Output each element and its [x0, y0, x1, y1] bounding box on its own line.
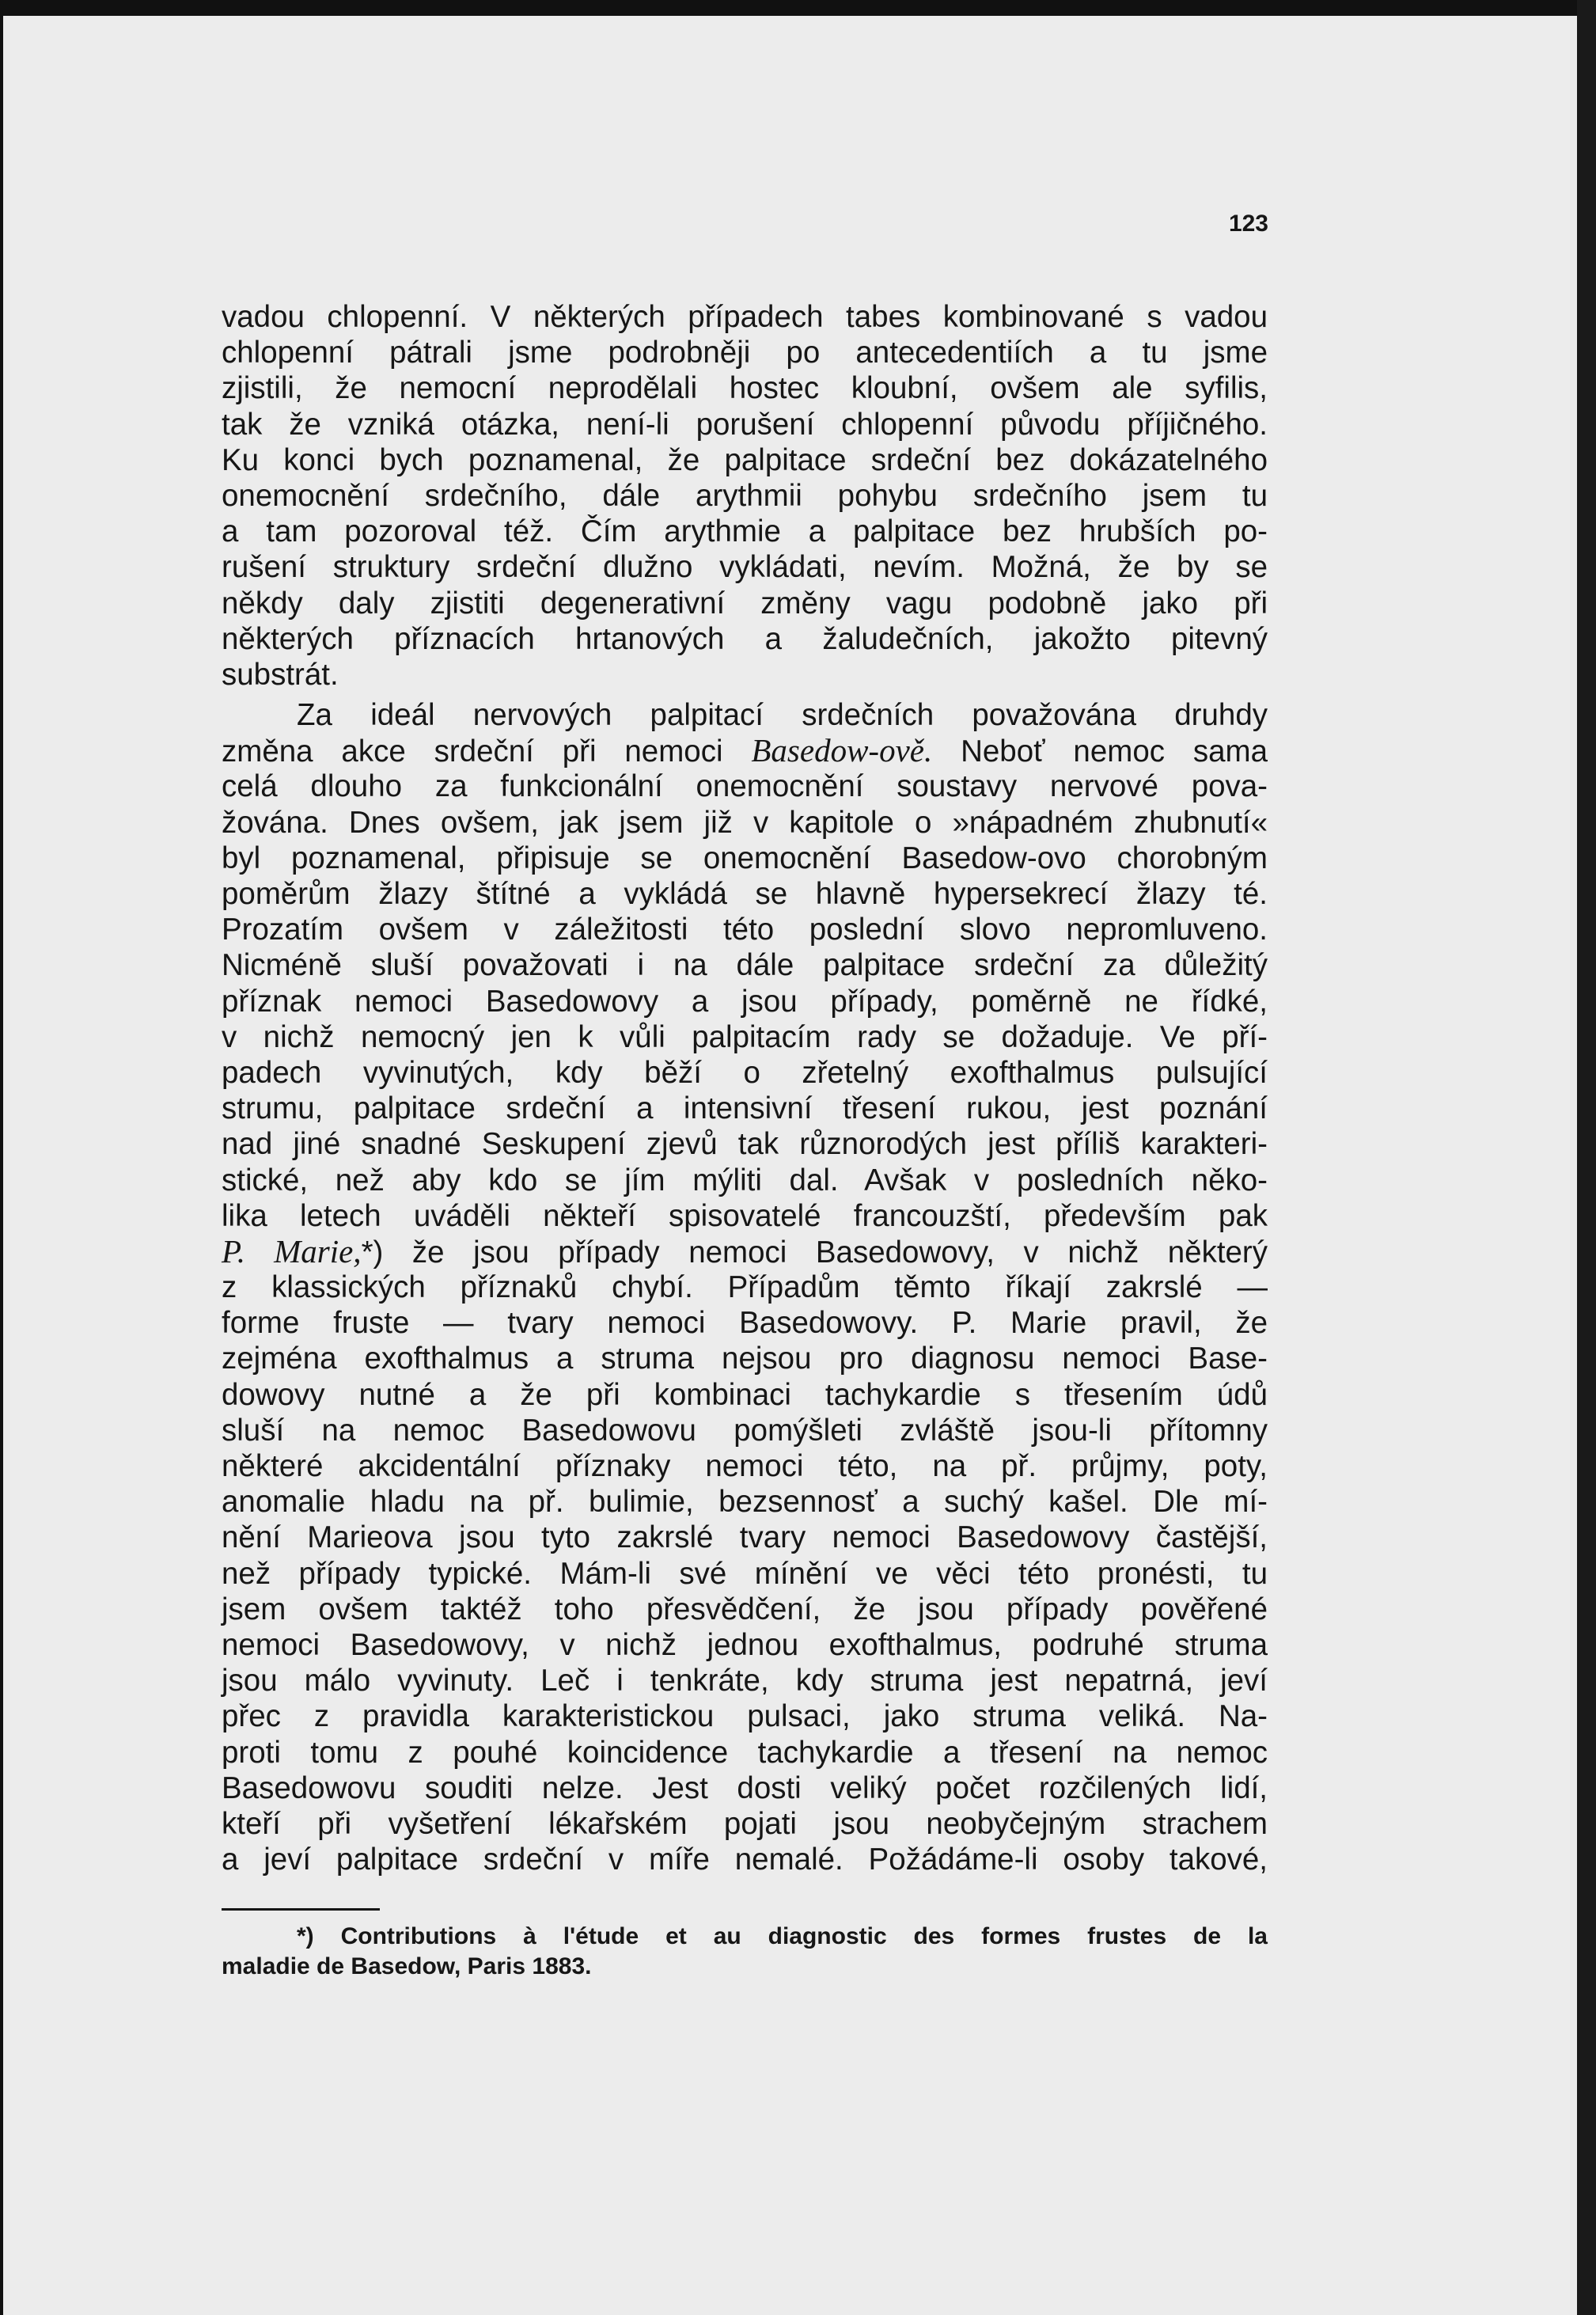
text-line: zejména exofthalmus a struma nejsou pro diagnosu nemoci Base- — [222, 1342, 1268, 1376]
text-line: žována. Dnes ovšem, jak jsem již v kapitole o »nápadném zhubnutí« — [222, 805, 1268, 840]
text-line: příznak nemoci Basedowovy a jsou případy, poměrně ne řídké, — [222, 984, 1268, 1019]
text-line: celá dlouho za funkcionální onemocnění soustavy nervové pova- — [222, 769, 1268, 804]
text-line-mixed — [222, 1234, 1268, 1269]
text-line: nění Marieova jsou tyto zakrslé tvary nemoci Basedowovy častější, — [222, 1520, 1268, 1555]
text-line: vadou chlopenní. V některých případech tabes kombinované s vadou — [222, 300, 1268, 334]
italic-name: Basedow-ově. — [751, 732, 933, 769]
text-line: než případy typické. Mám-li své mínění ve věci této pronésti, tu — [222, 1556, 1268, 1591]
text-line: nemoci Basedowovy, v nichž jednou exofthalmus, podruhé struma — [222, 1627, 1268, 1662]
footnote-line: maladie de Basedow, Paris 1883. — [222, 1953, 592, 1979]
text-line: Za ideál nervových palpitací srdečních považována druhdy — [297, 698, 1268, 733]
text-run: *) že jsou případy nemoci Basedowovy, v nichž některý — [361, 1235, 1268, 1269]
body-text — [222, 299, 1268, 1877]
text-line: substrát. — [222, 657, 339, 692]
text-line: strumu, palpitace srdeční a intensivní třesení rukou, jest poznání — [222, 1091, 1268, 1126]
scan-border — [1577, 0, 1596, 2315]
footnote-divider — [222, 1908, 380, 1911]
text-line: některých příznacích hrtanových a žaludečních, jakožto pitevný — [222, 621, 1268, 656]
text-line: kteří při vyšetření lékařském pojati jsou neobyčejným strachem — [222, 1806, 1268, 1841]
text-line: Basedowovu souditi nelze. Jest dosti veliký počet rozčilených lidí, — [222, 1770, 1268, 1805]
page-number: 123 — [1228, 211, 1268, 237]
text-run: Neboť nemoc sama — [932, 734, 1268, 769]
text-line: proti tomu z pouhé koincidence tachykardie a třesení na nemoc — [222, 1735, 1268, 1770]
text-line: v nichž nemocný jen k vůli palpitacím rady se dožaduje. Ve pří- — [222, 1019, 1268, 1054]
footnote-line: *) Contributions à l'étude et au diagnostic des formes frustes de la — [297, 1923, 1268, 1949]
text-line: onemocnění srdečního, dále arythmii pohybu srdečního jsem tu — [222, 478, 1268, 513]
text-line: chlopenní pátrali jsme podrobněji po antecedentiích a tu jsme — [222, 336, 1268, 370]
text-line: poměrům žlazy štítné a vykládá se hlavně hypersekrecí žlazy té. — [222, 877, 1268, 911]
text-line: jsem ovšem taktéž toho přesvědčení, že jsou případy pověřené — [222, 1592, 1268, 1626]
text-line: lika letech uváděli někteří spisovatelé francouzští, především pak — [222, 1198, 1268, 1233]
text-line: anomalie hladu na př. bulimie, bezsennosť a suchý kašel. Dle mí- — [222, 1485, 1268, 1520]
text-line-mixed — [222, 733, 1268, 769]
footnote — [222, 1922, 1268, 1982]
text-run: změna akce srdeční při nemoci — [222, 734, 752, 769]
text-line: sluší na nemoc Basedowovu pomýšleti zvláště jsou-li přítomny — [222, 1413, 1268, 1448]
text-line: forme fruste — tvary nemoci Basedowovy. P. Marie pravil, že — [222, 1306, 1268, 1341]
text-line: nad jiné snadné Seskupení zjevů tak různorodých jest příliš karakteri- — [222, 1127, 1268, 1162]
text-line: Ku konci bych poznamenal, že palpitace srdeční bez dokázatelného — [222, 442, 1268, 477]
text-line: tak že vzniká otázka, není-li porušení chlopenní původu příjičného. — [222, 407, 1268, 442]
text-line: a tam pozoroval též. Čím arythmie a palpitace bez hrubších po- — [222, 514, 1268, 549]
text-line: byl poznamenal, připisuje se onemocnění Basedow-ovo chorobným — [222, 841, 1268, 875]
text-line: Prozatím ovšem v záležitosti této poslední slovo nepromluveno. — [222, 913, 1268, 947]
text-line: někdy daly zjistiti degenerativní změny vagu podobně jako při — [222, 586, 1268, 620]
italic-name: P. Marie, — [222, 1232, 362, 1269]
text-line: jsou málo vyvinuty. Leč i tenkráte, kdy struma jest nepatrná, jeví — [222, 1664, 1268, 1698]
text-line: některé akcidentální příznaky nemoci této, na př. průjmy, poty, — [222, 1449, 1268, 1483]
text-line: přec z pravidla karakteristickou pulsaci, jako struma veliká. Na- — [222, 1699, 1268, 1734]
text-line: padech vyvinutých, kdy běží o zřetelný exofthalmus pulsující — [222, 1055, 1268, 1090]
text-line: a jeví palpitace srdeční v míře nemalé. Požádáme-li osoby takové, — [222, 1843, 1268, 1877]
text-line: zjistili, že nemocní neprodělali hostec kloubní, ovšem ale syfilis, — [222, 371, 1268, 406]
text-line: stické, než aby kdo se jím mýliti dal. Avšak v posledních něko- — [222, 1163, 1268, 1197]
text-line: rušení struktury srdeční dlužno vykládati, nevím. Možná, že by se — [222, 550, 1268, 585]
text-line: Nicméně sluší považovati i na dále palpitace srdeční za důležitý — [222, 948, 1268, 983]
text-line: z klassických příznaků chybí. Případům těmto říkají zakrslé — — [222, 1270, 1268, 1305]
text-line: dowovy nutné a že při kombinaci tachykardie s třesením údů — [222, 1377, 1268, 1412]
